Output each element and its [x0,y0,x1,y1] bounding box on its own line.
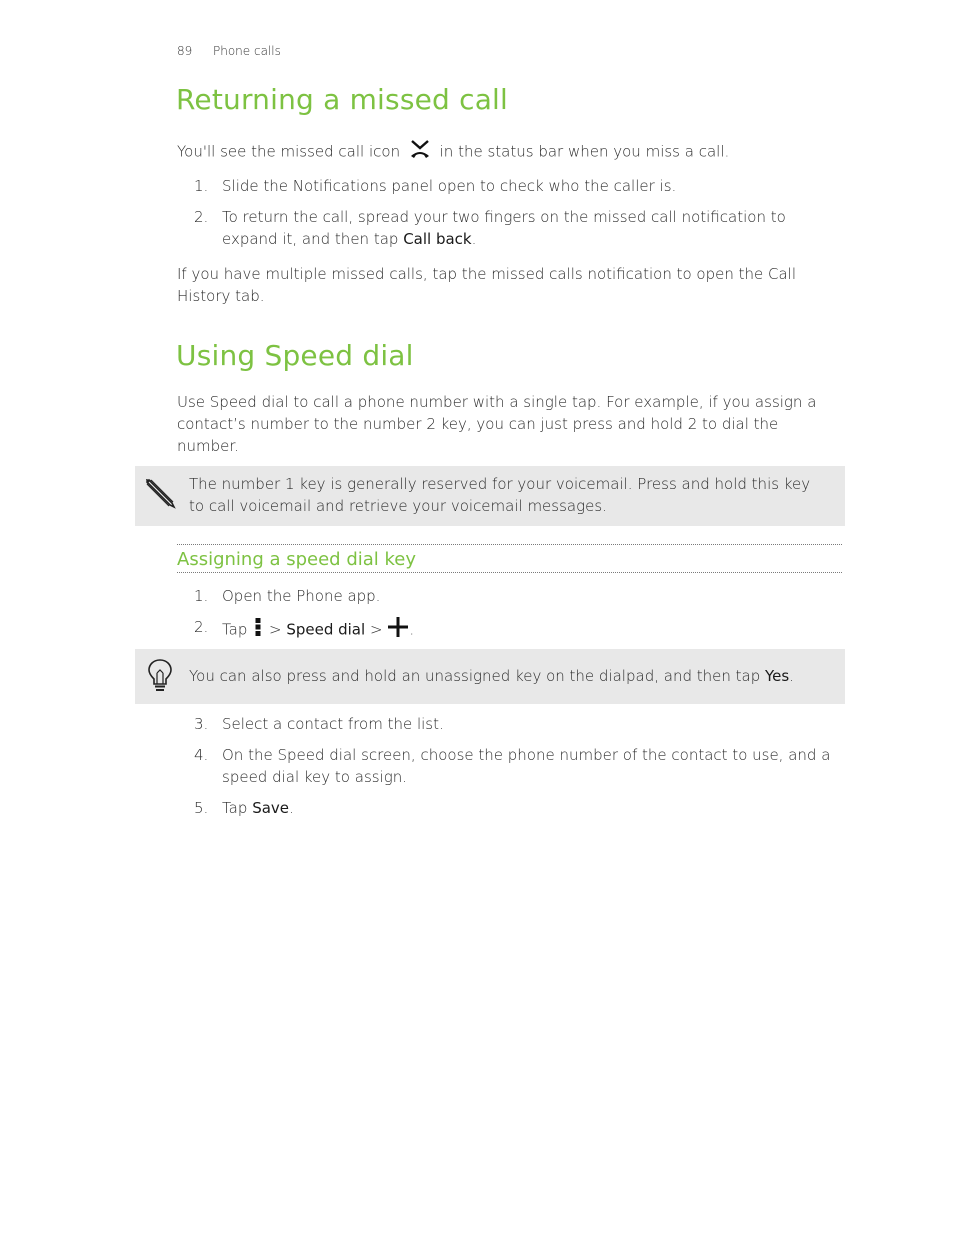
period: . [409,620,415,639]
menu-dots-icon [254,617,262,643]
step-number: 2. [194,618,209,636]
subsection-title: Assigning a speed dial key [177,549,417,570]
period: . [289,799,294,817]
subsection-header [177,544,842,573]
intro-text-before: You'll see the missed call icon [177,142,401,161]
missed-call-icon [409,139,431,165]
step-text: On the Speed dial screen, choose the phone number of the contact to use, and a speed dial key to assign. [222,746,831,786]
page-header [177,44,281,58]
step-number: 3. [194,715,209,733]
section-title-missed-call: Returning a missed call [176,83,509,116]
save-label: Save [252,799,290,817]
yes-label: Yes [765,667,790,685]
note-text: The number 1 key is generally reserved for your voicemail. Press and hold this key to call voicemail and retrieve your voicemail messages. [189,475,811,515]
speed-dial-label: Speed dial [286,620,366,639]
step-number: 1. [194,177,209,195]
step-text: Open the Phone app. [222,587,381,605]
step-number: 4. [194,746,209,764]
speed-dial-intro: Use Speed dial to call a phone number with a single tap. For example, if you assign a contact’s number to the number 2 key, you can just press and hold 2 to dial the number. [177,393,817,455]
step-text [222,206,844,250]
step-number: 2. [194,208,209,226]
lightbulb-icon [147,658,173,696]
intro-text-after: in the status bar when you miss a call. [439,142,730,161]
page-number: 89 [177,44,193,58]
tap-word: Tap [222,620,248,639]
call-back-label: Call back [403,230,472,248]
step-text: Select a contact from the list. [222,715,444,733]
separator: > [369,620,383,639]
step-text-before: To return the call, spread your two fingers on the missed call notification to expand it, and then tap [222,208,786,248]
missed-call-outro: If you have multiple missed calls, tap the missed calls notification to open the Call History tab. [177,265,797,305]
tap-word: Tap [222,799,248,817]
step-text [222,616,844,644]
step-text: Slide the Notifications panel open to check who the caller is. [222,177,677,195]
missed-call-intro [177,139,837,165]
step-number: 5. [194,799,209,817]
tip-box [135,649,845,704]
step-text [222,797,844,819]
section-title-speed-dial: Using Speed dial [176,339,414,372]
tip-text [189,665,829,687]
note-box [135,466,845,526]
pencil-icon [143,476,177,514]
plus-icon [387,616,409,644]
tip-text-after: . [789,667,795,685]
tip-text-before: You can also press and hold an unassigned key on the dialpad, and then tap [189,667,761,685]
section-name: Phone calls [213,44,281,58]
step-text-after: . [471,230,477,248]
separator: > [268,620,282,639]
step-number: 1. [194,587,209,605]
